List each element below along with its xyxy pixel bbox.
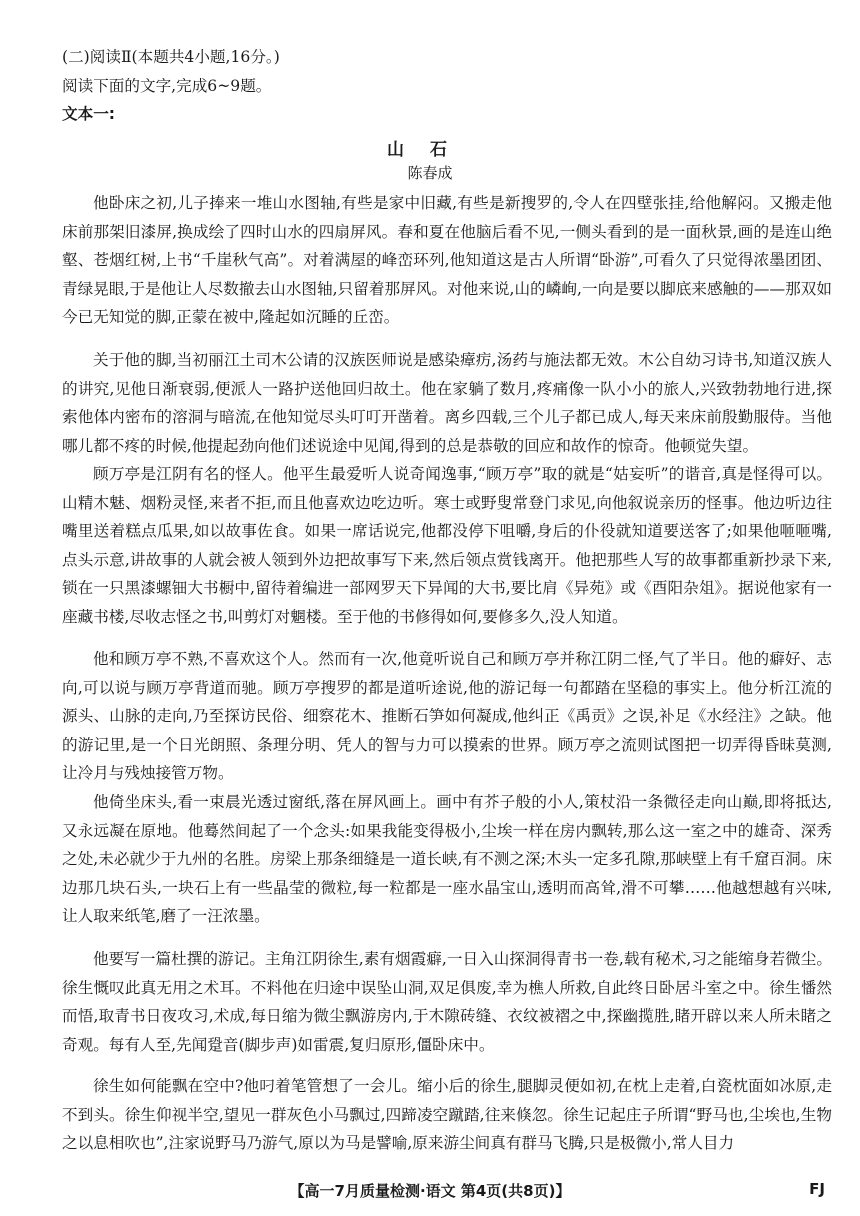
paragraph-1: 他卧床之初,儿子捧来一堆山水图轴,有些是家中旧藏,有些是新搜罗的,令人在四壁张挂,给他解闷。又搬走他床前那架旧漆屏,换成绘了四时山水的四扇屏风。春和夏在他脑后看不见,一侧头看到的是一面秋景,画的是连山绝壑、苍烟红树,上书“千崖秋气高”。对着满屋的峰峦环列,他知道这是古人所谓“卧游”,可看久了只觉得浓墨团团、青绿晃眼,于是他让人尽数撤去山水图轴,只留着那屏风。对他来说,山的嶙峋,一向是要以脚底来感触的——那双如今已无知觉的脚,正蒙在被中,隆起如沉睡的丘峦。: [62, 194, 832, 327]
paragraph-2: 关于他的脚,当初丽江土司木公请的汉族医师说是感染瘴疠,汤药与施法都无效。木公自幼习诗书,知道汉族人的讲究,见他日渐衰弱,便派人一路护送他回归故土。他在家躺了数月,疼痛像一队小小的旅人,兴致勃勃地行进,探索他体内密布的溶洞与暗流,在他知觉尽头叮叮开凿着。离乡四载,三个儿子都已成人,每天来床前殷勤服侍。当他哪儿都不疼的时候,他提起劲向他们述说途中见闻,得到的总是恭敬的回应和故作的惊奇。他顿觉失望。: [62, 351, 832, 455]
page-footer: 【高一7月质量检测·语文 第4页(共8页)】: [289, 1182, 571, 1200]
article-title: 山石: [387, 140, 473, 160]
text-label: 文本一:: [62, 105, 116, 123]
paragraph-4: 他和顾万亭不熟,不喜欢这个人。然而有一次,他竟听说自己和顾万亭并称江阴二怪,气了半日。他的癖好、志向,可以说与顾万亭背道而驰。顾万亭搜罗的都是道听途说,他的游记每一句都踏在坚稳的事实上。他分析江流的源头、山脉的走向,乃至探访民俗、细察花木、推断石笋如何凝成,他纠正《禹贡》之误,补足《水经注》之缺。他的游记里,是一个日光朗照、条理分明、凭人的智与力可以摸索的世界。顾万亭之流则试图把一切弄得昏昧莫测,让冷月与残烛接管万物。: [62, 650, 832, 783]
section-instruction: 阅读下面的文字,完成6~9题。: [62, 77, 272, 95]
paragraph-5: 他倚坐床头,看一束晨光透过窗纸,落在屏风画上。画中有芥子般的小人,策杖沿一条微径走向山巅,即将抵达,又永远凝在原地。他蓦然间起了一个念头:如果我能变得极小,尘埃一样在房内飘转,那么这一室之中的雄奇、深秀之处,未必就少于九州的名胜。房梁上那条细缝是一道长峡,有不测之深;木头一定多孔隙,那峡壁上有千窟百洞。床边那几块石头,一块石上有一些晶莹的微粒,每一粒都是一座水晶宝山,透明而高耸,滑不可攀……他越想越有兴味,让人取来纸笔,磨了一汪浓墨。: [62, 793, 832, 926]
paragraph-6: 他要写一篇杜撰的游记。主角江阴徐生,素有烟霞癖,一日入山探洞得青书一卷,载有秘术,习之能缩身若微尘。徐生慨叹此真无用之术耳。不料他在归途中误坠山洞,双足俱废,幸为樵人所救,自此终日卧居斗室之中。徐生憣然而悟,取青书日夜攻习,术成,每日缩为微尘飘游房内,于木隙砖缝、衣纹被褶之中,探幽揽胜,睹开辟以来人所未睹之奇观。每有人至,先闻跫音(脚步声)如雷震,复归原形,僵卧床中。: [62, 950, 832, 1054]
paragraph-7: 徐生如何能飘在空中?他叼着笔管想了一会儿。缩小后的徐生,腿脚灵便如初,在枕上走着,白瓷枕面如冰原,走不到头。徐生仰视半空,望见一群灰色小马飘过,四蹄凌空蹴踏,往来倏忽。徐生记起庄子所谓“野马也,尘埃也,生物之以息相吹也”,注家说野马乃游气,原以为马是譬喻,原来游尘间真有群马飞腾,只是极微小,常人目力: [62, 1077, 832, 1153]
paragraph-3: 顾万亭是江阴有名的怪人。他平生最爱听人说奇闻逸事,“顾万亭”取的就是“姑妄听”的谐音,真是怪得可以。山精木魅、烟粉灵怪,来者不拒,而且他喜欢边吃边听。寒士或野叟常登门求见,向他叙说亲历的怪事。他边听边往嘴里送着糕点瓜果,如以故事佐食。如果一席话说完,他都没停下咀嚼,身后的仆役就知道要送客了;如果他咂咂嘴,点头示意,讲故事的人就会被人领到外边把故事写下来,然后领点赏钱离开。他把那些人写的故事都重新抄录下来,锁在一只黑漆螺钿大书橱中,留待着编进一部网罗天下异闻的大书,要比肩《异苑》或《酉阳杂俎》。据说他家有一座藏书楼,尽收志怪之书,叫剪灯对魍楼。至于他的书修得如何,要修多久,没人知道。: [62, 465, 832, 626]
section-heading: (二)阅读Ⅱ(本题共4小题,16分。): [62, 48, 280, 66]
footer-code: FJ: [809, 1180, 825, 1198]
article-author: 陈春成: [407, 164, 453, 182]
